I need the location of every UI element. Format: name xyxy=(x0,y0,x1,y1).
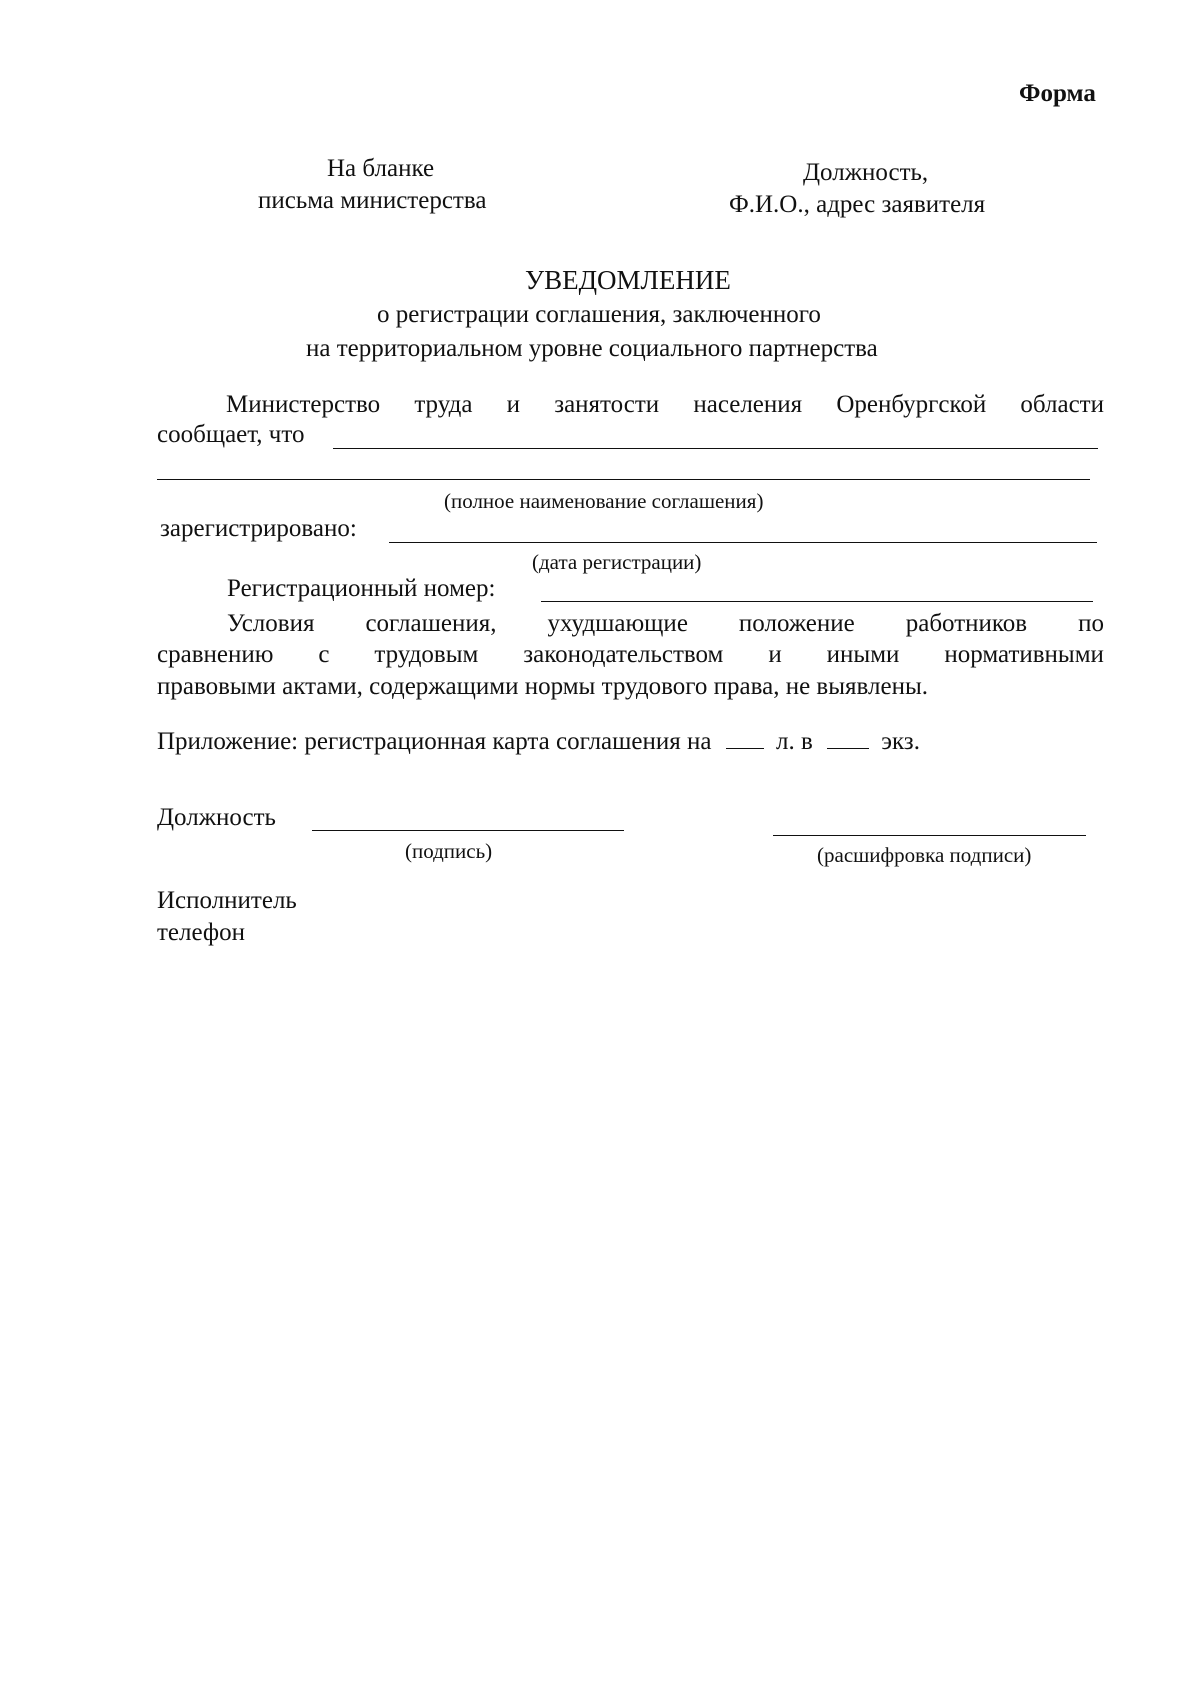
agreement-name-caption: (полное наименование соглашения) xyxy=(444,489,764,513)
form-label: Форма xyxy=(1019,80,1096,107)
addressee-line1: Должность, xyxy=(803,159,929,186)
document-title: УВЕДОМЛЕНИЕ xyxy=(525,265,731,295)
addressee-line2: Ф.И.О., адрес заявителя xyxy=(729,191,986,218)
letterhead-note-line2: письма министерства xyxy=(258,187,487,214)
document-subtitle-line2: на территориальном уровне социального партнерства xyxy=(306,335,878,362)
word: соглашения, xyxy=(365,610,497,637)
word: с xyxy=(318,641,330,668)
attachment-middle: л. в xyxy=(775,728,813,755)
word: по xyxy=(1078,610,1104,637)
word: занятости xyxy=(554,391,660,418)
attachment-suffix: экз. xyxy=(881,728,920,755)
signature-position-label: Должность xyxy=(157,804,276,831)
document-subtitle-line1: о регистрации соглашения, заключенного xyxy=(377,301,821,328)
paragraph2-line1 xyxy=(227,609,1104,639)
letterhead-note-line1: На бланке xyxy=(327,155,435,182)
word: трудовым xyxy=(374,641,479,668)
word: труда xyxy=(414,391,473,418)
word: населения xyxy=(693,391,803,418)
paragraph2-line2 xyxy=(157,640,1104,670)
attachment-prefix: Приложение: регистрационная карта соглашения на xyxy=(157,728,712,755)
paragraph2-line3: правовыми актами, содержащими нормы трудового права, не выявлены. xyxy=(157,673,929,700)
word: и xyxy=(506,391,521,418)
paragraph1-line1 xyxy=(226,390,1104,420)
registration-date-caption: (дата регистрации) xyxy=(532,550,702,574)
phone-label: телефон xyxy=(157,919,245,946)
word: и xyxy=(768,641,782,668)
word: ухудшающие xyxy=(547,610,688,637)
sheets-count-field[interactable] xyxy=(726,726,764,749)
paragraph1-line2: сообщает, что xyxy=(157,421,305,448)
attachment-line xyxy=(157,726,920,757)
registration-number-label: Регистрационный номер: xyxy=(227,575,496,602)
word: сравнению xyxy=(157,641,274,668)
word: нормативными xyxy=(944,641,1104,668)
word: законодательством xyxy=(523,641,724,668)
signature-caption: (подпись) xyxy=(405,839,493,863)
registered-label: зарегистрировано: xyxy=(160,515,357,542)
signature-field[interactable] xyxy=(312,830,624,831)
signature-decoding-caption: (расшифровка подписи) xyxy=(817,843,1032,867)
word: работников xyxy=(905,610,1028,637)
word: Оренбургской xyxy=(836,391,987,418)
executor-label: Исполнитель xyxy=(157,887,297,914)
registration-number-field[interactable] xyxy=(541,601,1093,602)
word: Министерство xyxy=(226,391,381,418)
word: Условия xyxy=(227,610,315,637)
agreement-name-field-line1[interactable] xyxy=(333,448,1098,449)
copies-count-field[interactable] xyxy=(827,726,869,749)
word: иными xyxy=(826,641,900,668)
registration-date-field[interactable] xyxy=(389,542,1097,543)
word: области xyxy=(1020,391,1104,418)
signature-decoding-field[interactable] xyxy=(773,835,1086,836)
agreement-name-field-line2[interactable] xyxy=(157,479,1090,480)
word: положение xyxy=(738,610,855,637)
